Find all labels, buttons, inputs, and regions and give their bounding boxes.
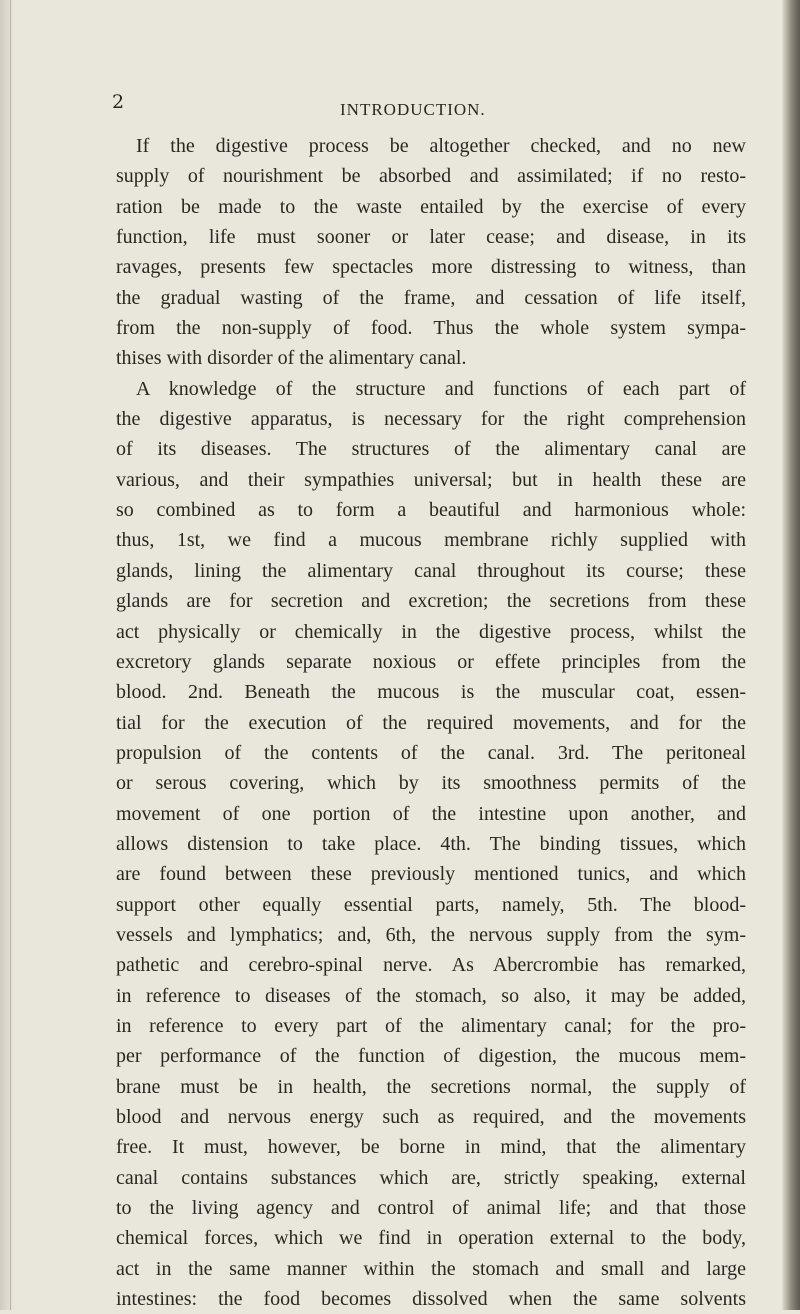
text-line: movement of one portion of the intestine upon another, and [116,802,746,825]
text-line: excretory glands separate noxious or effete principles from the [116,650,746,673]
body-text [116,131,746,1314]
text-line: from the non-supply of food. Thus the whole system sympa- [116,317,746,340]
text-line: or serous covering, which by its smoothness permits of the [116,772,746,795]
text-line: vessels and lymphatics; and, 6th, the nervous supply from the sym- [116,923,746,946]
text-line: of its diseases. The structures of the alimentary canal are [116,438,746,461]
running-title: INTRODUCTION. [340,100,486,119]
page-number: 2 [112,91,125,113]
text-line: act physically or chemically in the digestive process, whilst the [116,620,746,643]
text-line: glands are for secretion and excretion; the secretions from these [116,590,746,613]
text-line: per performance of the function of digestion, the mucous mem- [116,1045,746,1068]
text-line: various, and their sympathies universal; but in health these are [116,468,746,491]
text-line: chemical forces, which we find in operation external to the body, [116,1227,746,1250]
text-line: in reference to every part of the alimentary canal; for the pro- [116,1014,746,1037]
text-line: supply of nourishment be absorbed and assimilated; if no resto- [116,165,746,188]
text-line: the gradual wasting of the frame, and cessation of life itself, [116,286,746,309]
text-line: act in the same manner within the stomach and small and large [116,1257,746,1280]
text-line: free. It must, however, be borne in mind, that the alimentary [116,1136,746,1159]
text-line: propulsion of the contents of the canal. 3rd. The peritoneal [116,741,746,764]
text-line: brane must be in health, the secretions normal, the supply of [116,1075,746,1098]
text-line: function, life must sooner or later cease; and disease, in its [116,226,746,249]
text-line: pathetic and cerebro-spinal nerve. As Abercrombie has remarked, [116,954,746,977]
text-line: ravages, presents few spectacles more distressing to witness, than [116,256,746,279]
text-line: the digestive apparatus, is necessary for the right comprehension [116,408,746,431]
text-line: support other equally essential parts, namely, 5th. The blood- [116,893,746,916]
text-line: A knowledge of the structure and functions of each part of [136,377,746,400]
text-line: tial for the execution of the required movements, and for the [116,711,746,734]
text-line: intestines: the food becomes dissolved when the same solvents [116,1288,746,1311]
page-right-edge [782,0,800,1310]
text-line: canal contains substances which are, strictly speaking, external [116,1166,746,1189]
running-head [0,90,800,120]
text-line: allows distension to take place. 4th. The binding tissues, which [116,832,746,855]
text-line: so combined as to form a beautiful and harmonious whole: [116,499,746,522]
text-line: blood and nervous energy such as required, and the movements [116,1106,746,1128]
text-line: thus, 1st, we find a mucous membrane richly supplied with [116,529,746,552]
text-line: in reference to diseases of the stomach, so also, it may be added, [116,984,746,1007]
page-left-edge [0,0,14,1310]
text-line: If the digestive process be altogether checked, and no new [136,135,746,157]
text-line: thises with disorder of the alimentary canal. [116,347,467,370]
text-line: ration be made to the waste entailed by the exercise of every [116,195,746,218]
text-line: are found between these previously mentioned tunics, and which [116,863,746,886]
text-line: to the living agency and control of animal life; and that those [116,1197,746,1220]
text-line: blood. 2nd. Beneath the mucous is the muscular coat, essen- [116,681,746,704]
text-line: glands, lining the alimentary canal throughout its course; these [116,559,746,582]
